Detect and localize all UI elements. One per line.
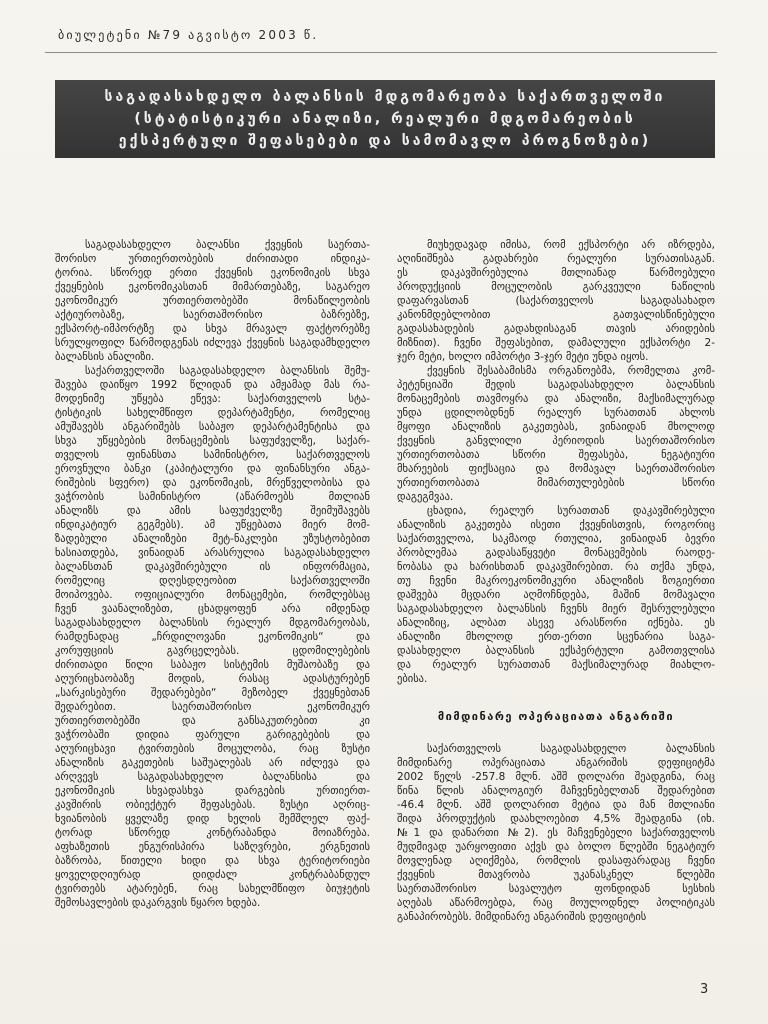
- text-line: დაფარვასთან (საქართველოს საგადასახადო: [397, 295, 715, 307]
- text-line: №1 და დანართი №2). ეს მაჩვენებელი საქართველოს: [397, 827, 715, 839]
- text-line: მოდენიმე უწყება ეწევა: საქართველოს სტა-: [55, 393, 370, 405]
- text-line: კორუფციის გავრცელებას. ცდომილებების: [55, 645, 370, 657]
- text-line: ანალიზიც, ალბათ ასევე არასწორი იქნება. ეს: [397, 617, 715, 629]
- text-line: ბალანსის ანალიზი.: [55, 351, 155, 363]
- text-line: მყოფი ანალიზის გაკეთებას, ვინაიდან მხოლოდ: [397, 421, 715, 433]
- text-line: შემოსავლების დაკარგვის წყარო ხდება.: [55, 897, 261, 909]
- text-line: გადასახადების გადახდისაგან თავის არიდების: [397, 323, 715, 335]
- article-title-banner: [55, 80, 715, 158]
- text-line: ეკონომიკურ ურთიერთობებში მონაწილეობის: [55, 295, 370, 307]
- right-column-top-text: [397, 238, 715, 686]
- text-line: მოვლენად აღიქმება, რომლის დასაფარადაც ჩვენი: [397, 855, 715, 867]
- text-line: მიზნით). ჩვენი შეფასებით, დამალული ექსპორტი 2-: [397, 337, 715, 349]
- text-line: ურთიერთობებში და განსაკუთრებით კი: [55, 715, 370, 727]
- text-line: ზადებული ანალიზები მეტ-ნაკლები უზუსტობებით: [55, 533, 370, 545]
- text-line: ძირითადი წილი საბაჟო სისტემის მუშაობაზე და: [55, 659, 370, 671]
- left-text-column: [55, 238, 370, 910]
- text-line: მოიპოვება. ოფიციალური მონაცემები, რომლებსაც: [55, 589, 370, 601]
- paragraph: [397, 742, 715, 924]
- text-line: დაგეგმვაა.: [397, 491, 454, 503]
- text-line: საქართველოს საგადასახდელო ბალანსის: [427, 743, 715, 755]
- text-line: ყოველდღიურად დიდძალ კონტრაბანდულ: [55, 869, 370, 881]
- text-line: ქვეყნის შესაბამისმა ორგანოებმა, რომელთა კომ-: [427, 365, 715, 377]
- text-line: ბალანსთან დაკავშირებული ის ინფორმაცია,: [55, 561, 370, 573]
- text-line: ხვიანობის ყველაზე დიდ ხელის შემშლელ ფაქ-: [55, 813, 370, 825]
- text-line: ვაჭრობის სამინისტრო (აწარმოებს მთლიან: [55, 491, 370, 503]
- text-line: „სარკისებური შედარებები“ მეზობელ ქვეყნებთან: [55, 687, 370, 699]
- bulletin-header-title: ბიულეტენი №79 აგვისტო 2003 წ.: [58, 28, 319, 42]
- text-line: მუდმივად უარყოფითი აქვს და ბოლო წლებში ნეგატიურ: [397, 841, 715, 853]
- text-line: ურთიერთობათა მიმართულებების სწორი: [397, 477, 715, 489]
- text-line: ეს დაკავშირებულია მთლიანად წარმოებული: [397, 267, 715, 279]
- text-line: თუ ჩვენი მაკროეკონომიკური ანალიზის ზოგიერთი: [397, 575, 715, 587]
- text-line: მონაცემების თავმოყრა და ანალიზი, მაქსიმალურად: [397, 393, 715, 405]
- text-line: მიუხედავად იმისა, რომ ექსპორტი არ იზრდება,: [427, 239, 715, 251]
- text-line: რამდენადაც „ჩრდილოვანი ეკონომიკის“ და: [55, 631, 370, 643]
- text-line: აღინიშნება გადახრები რეალური სურათისაგან.: [397, 253, 715, 265]
- text-line: ჩვენ ვაანალიზებთ, ცხადყოფენ არა იმდენად: [55, 603, 370, 615]
- text-line: შავება დაიწყო 1992 წლიდან და ამჟამად მას რა-: [55, 379, 370, 391]
- text-line: ცხადია, რეალურ სურათთან დაკავშირებული: [427, 505, 715, 517]
- text-line: პრობლემაა გადასაწყვეტი მონაცემების რაოდე-: [397, 547, 715, 559]
- text-line: პროდუქციის მოცულობის გარკვეული ნაწილის: [397, 281, 715, 293]
- text-line: ეროვნული ბანკი (კაპიტალური და ფინანსური ანგა-: [55, 463, 370, 475]
- text-line: თველოს ფინანსთა სამინისტრო, საქართველოს: [55, 449, 370, 461]
- text-line: აქტიურობაზე, საერთაშორისო ბაზრებზე,: [55, 309, 370, 321]
- text-line: საქართველოა, საკმაოდ რთულია, ვინაიდან ბევრი: [397, 533, 715, 545]
- text-line: წინა წლის ანალოგიურ მაჩვენებელთან შედარებით: [397, 785, 715, 797]
- text-line: განაპირობებს. მიმდინარე ანგარიშის დეფიციტის: [397, 911, 647, 923]
- paragraph: [397, 504, 715, 686]
- text-line: კავშირის ობიექტურ შეფასებას. ზუსტი აღრიც-: [55, 799, 370, 811]
- paragraph: [55, 238, 370, 364]
- section-heading: მიმდინარე ოპერაციათა ანგარიში: [437, 710, 675, 723]
- text-line: კანონმდებლობით გათვალისწინებული: [397, 309, 715, 321]
- text-line: დასახდელო ბალანსის ექსპერტული გამოთვლისა: [397, 645, 715, 657]
- text-line: ინდიკატიურ გეგმებს). ამ უწყებათა მიერ მომ-: [55, 519, 370, 531]
- text-line: ტორია. სწორედ ერთი ქვეყნის ეკონომიკის სხვა: [55, 267, 370, 279]
- text-line: საგადასახდელო ბალანსის რეალურ მდგომარეობას,: [55, 617, 370, 629]
- text-line: აღურიცხავი ტვირთების მოცულობა, რაც ზუსტი: [55, 743, 370, 755]
- text-line: რომელიც დღესდღეობით საქართველოში: [55, 575, 370, 587]
- article-subtitle-line: (სტატისტიკური ანალიზი, რეალური მდგომარეობის: [134, 111, 636, 127]
- text-line: აღურიცხაობაზე მოდის, რასაც ადასტურებენ: [55, 673, 370, 685]
- text-line: ანალიზის გაკეთების საშუალებას არ იძლევა და: [55, 757, 370, 769]
- text-line: ეკონომიკის სხვადასხვა დარგების ურთიერთ-: [55, 785, 370, 797]
- text-line: შედარებით. საერთაშორისო ეკონომიკურ: [55, 701, 370, 713]
- text-line: ექსპორტ-იმპორტზე და სხვა მრავალ ფაქტორებზე: [55, 323, 370, 335]
- text-line: მიმდინარე ოპერაციათა ანგარიშის დეფიციტმა: [397, 757, 715, 769]
- paragraph: [397, 364, 715, 504]
- text-line: არღვევს საგადასახდელო ბალანსისა და: [55, 771, 370, 783]
- text-line: სხვა უწყებების მონაცემების საფუძველზე, საქარ-: [55, 435, 370, 447]
- article-title-line: საგადასახდელო ბალანსის მდგომარეობა საქართველოში: [104, 89, 666, 105]
- text-line: საგადასახდელო ბალანსის ჩვენს მიერ შესრულებული: [397, 603, 715, 615]
- text-line: უნდა ცდილობდნენ რეალურ სურათთან ახლოს: [397, 407, 715, 419]
- text-line: ქვეყნის მთავრობა უკანასკნელ წლებში: [397, 869, 715, 881]
- text-line: ქვეყნების ეკონომიკასთან მიმართებაზე, საგარეო: [55, 281, 370, 293]
- text-line: აფხაზეთის ენგურისპირა საზღვრები, ერგნეთის: [55, 841, 370, 853]
- text-line: საერთაშორისო სავალუტო ფონდიდან სესხის: [397, 883, 715, 895]
- text-line: ვაჭრობაში დიდია ფარული გარიგებების და: [55, 729, 370, 741]
- text-line: ტისტიკის სახელმწიფო დეპარტამენტი, რომელიც: [55, 407, 370, 419]
- text-line: ურთიერთობათა სწორი შეფასება, ნეგატიური: [397, 449, 715, 461]
- text-line: რიშების სფერო) და ეკონომიკის, მრეწველობისა და: [55, 477, 370, 489]
- text-line: მხარეების ფიქსაცია და მომავალ საერთაშორისო: [397, 463, 715, 475]
- text-line: ანალიზს და ამის საფუძველზე შეიმუშავებს: [55, 505, 370, 517]
- text-line: სრულყოფილ წარმოდგენას იძლევა ქვეყნის საგადამხდელო: [55, 337, 370, 349]
- text-line: ნობასა და ხარისხთან დაკავშირებით. რა თქმა უნდა,: [397, 561, 715, 573]
- text-line: ანალიზის გაკეთება ისეთი ქვეყნისთვის, როგორიც: [397, 519, 715, 531]
- text-line: შიდა პროდუქტის დაახლოებით 4,5% შეადგინა (იხ.: [397, 813, 715, 825]
- right-text-column: [397, 238, 715, 924]
- paragraph: [55, 364, 370, 910]
- text-line: და რეალურ სურათთან მაქსიმალურად მიახლო-: [397, 659, 715, 671]
- header-rule: [45, 52, 717, 53]
- text-line: აღებას აწარმოებდა, რაც მოულოდნელ პოლიტიკას: [397, 897, 715, 909]
- text-line: ტორად სწორედ კონტრაბანდა მოიაზრება.: [55, 827, 370, 839]
- text-line: დაშვება მცდარი აღმოჩნდება, მაშინ მომავალი: [397, 589, 715, 601]
- text-line: ბაზრობა, წითელი ხიდი და სხვა ტერიტორიები: [55, 855, 370, 867]
- text-line: -46.4 მლნ. აშშ დოლარით მეტია და მან მთლიანი: [397, 799, 715, 811]
- paragraph: [397, 238, 715, 364]
- page-number: 3: [700, 982, 709, 997]
- text-line: შორისო ურთიერთობების ძირითადი ინდიკა-: [55, 253, 370, 265]
- text-line: საგადასახდელო ბალანსი ქვეყნის საერთა-: [85, 239, 370, 251]
- text-line: პეტენციაში შედის საგადასახდელო ბალანსის: [397, 379, 715, 391]
- text-line: ტვირთებს ატარებენ, რაც სახელმწიფო ბიუჯეტის: [55, 883, 370, 895]
- text-line: ებისა.: [397, 673, 428, 685]
- text-line: ხასიათდება, ვინაიდან არასრულია საგადასახდელო: [55, 547, 370, 559]
- text-line: ანალიზი მხოლოდ ერთ-ერთი სცენარია საგა-: [397, 631, 715, 643]
- article-subtitle-line: ექსპერტული შეფასებები და სამომავლო პროგნოზები): [118, 133, 652, 149]
- text-line: ამუშავებს ანგარიშებს საბაჟო დეპარტამენტისა და: [55, 421, 370, 433]
- text-line: საქართველოში საგადასახდელო ბალანსის შემუ-: [85, 365, 370, 377]
- text-line: 2002 წელს -257.8 მლნ. აშშ დოლარი შეადგინა, რაც: [397, 771, 715, 783]
- text-line: ჯერ მეტი, ხოლო იმპორტი 3-ჯერ მეტი უნდა იყოს.: [397, 351, 649, 363]
- right-column-bottom-text: [397, 742, 715, 924]
- text-line: ქვეყნის განვლილი პერიოდის საერთაშორისო: [397, 435, 715, 447]
